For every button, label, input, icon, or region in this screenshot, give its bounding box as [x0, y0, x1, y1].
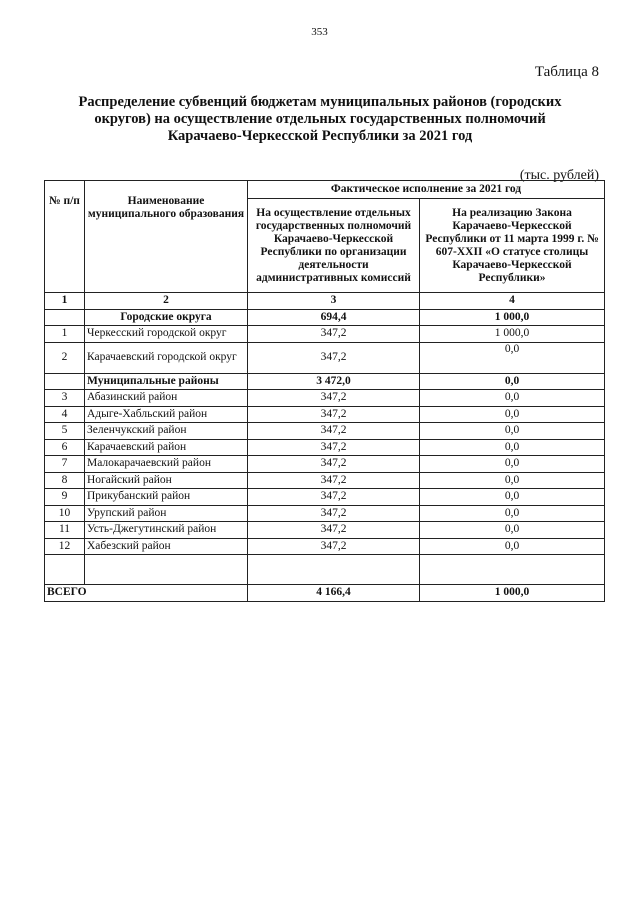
row-value-3: 347,2: [248, 326, 420, 343]
table-row: [45, 472, 605, 489]
row-value-3: 347,2: [248, 406, 420, 423]
row-value-4: 1 000,0: [420, 309, 605, 326]
row-num: [45, 309, 85, 326]
table-row: [45, 342, 605, 373]
subventions-table: [44, 180, 605, 602]
row-num: 7: [45, 456, 85, 473]
total-value-4: 1 000,0: [420, 585, 605, 602]
table-row: [45, 538, 605, 555]
row-value-3: 3 472,0: [248, 373, 420, 390]
row-value-3: 347,2: [248, 342, 420, 373]
header-index-2: 2: [85, 293, 248, 310]
table-row: [45, 456, 605, 473]
row-num: 6: [45, 439, 85, 456]
row-name: Карачаевский городской округ: [85, 342, 248, 373]
row-value-4: 0,0: [420, 439, 605, 456]
total-label: ВСЕГО: [45, 585, 248, 602]
row-value-3: 347,2: [248, 489, 420, 506]
header-index-1: 1: [45, 293, 85, 310]
row-value-4: 0,0: [420, 373, 605, 390]
row-value-4: 0,0: [420, 423, 605, 440]
total-value-3: 4 166,4: [248, 585, 420, 602]
blank-row: [45, 555, 605, 585]
table-row: [45, 522, 605, 539]
table-row: [45, 439, 605, 456]
table-row: [45, 406, 605, 423]
row-value-3: 347,2: [248, 505, 420, 522]
table-label: Таблица 8: [534, 64, 599, 80]
header-name: Наименование муниципального образования: [85, 181, 248, 293]
row-num: 5: [45, 423, 85, 440]
row-name: Адыге-Хабльский район: [85, 406, 248, 423]
row-num: 10: [45, 505, 85, 522]
row-name: Хабезский район: [85, 538, 248, 555]
row-value-3: 347,2: [248, 538, 420, 555]
header-col3: На осуществление отдельных государственных полномочий Карачаево-Черкесской Республики по организации деятельности административных комиссий: [248, 199, 420, 293]
row-name: Урупский район: [85, 505, 248, 522]
row-name: Городские округа: [85, 309, 248, 326]
row-num: 12: [45, 538, 85, 555]
row-name: Прикубанский район: [85, 489, 248, 506]
row-num: [45, 373, 85, 390]
row-num: 2: [45, 342, 85, 373]
row-name: Абазинский район: [85, 390, 248, 407]
row-value-4: 0,0: [420, 390, 605, 407]
row-num: 1: [45, 326, 85, 343]
row-num: 11: [45, 522, 85, 539]
row-num: 4: [45, 406, 85, 423]
row-value-4: 0,0: [420, 505, 605, 522]
row-value-4: 0,0: [420, 406, 605, 423]
row-value-4: 0,0: [420, 342, 605, 373]
row-value-3: 347,2: [248, 472, 420, 489]
header-col4: На реализацию Закона Карачаево-Черкесской Республики от 11 марта 1999 г. № 607-XXII «О статусе столицы Карачаево-Черкесской Республики»: [420, 199, 605, 293]
row-name: Усть-Джегутинский район: [85, 522, 248, 539]
row-num: 9: [45, 489, 85, 506]
row-value-3: 347,2: [248, 456, 420, 473]
row-value-4: 1 000,0: [420, 326, 605, 343]
table-row: [45, 326, 605, 343]
row-value-4: 0,0: [420, 538, 605, 555]
table-row: [45, 489, 605, 506]
row-value-3: 347,2: [248, 390, 420, 407]
table-row: [45, 505, 605, 522]
header-group: Фактическое исполнение за 2021 год: [248, 181, 605, 199]
header-index-3: 3: [248, 293, 420, 310]
table-row: [45, 309, 605, 326]
row-value-3: 347,2: [248, 522, 420, 539]
table-row: [45, 423, 605, 440]
row-name: Муниципальные районы: [85, 373, 248, 390]
header-num: № п/п: [45, 181, 85, 293]
row-value-3: 694,4: [248, 309, 420, 326]
row-value-3: 347,2: [248, 439, 420, 456]
row-value-4: 0,0: [420, 472, 605, 489]
row-value-4: 0,0: [420, 522, 605, 539]
row-value-4: 0,0: [420, 456, 605, 473]
document-title: Распределение субвенций бюджетам муниципальных районов (городских округов) на осуществление отдельных государственных полномочий Карачаево-Черкесской Республики за 2021 год: [78, 94, 562, 144]
row-name: Ногайский район: [85, 472, 248, 489]
row-name: Карачаевский район: [85, 439, 248, 456]
table-row: [45, 390, 605, 407]
row-value-4: 0,0: [420, 489, 605, 506]
table-row: [45, 373, 605, 390]
row-value-3: 347,2: [248, 423, 420, 440]
total-row: [45, 585, 605, 602]
header-index-4: 4: [420, 293, 605, 310]
row-name: Зеленчукский район: [85, 423, 248, 440]
row-num: 8: [45, 472, 85, 489]
units-label: (тыс. рублей): [519, 168, 599, 183]
row-name: Черкесский городской округ: [85, 326, 248, 343]
row-name: Малокарачаевский район: [85, 456, 248, 473]
page-number: 353: [311, 26, 328, 38]
row-num: 3: [45, 390, 85, 407]
